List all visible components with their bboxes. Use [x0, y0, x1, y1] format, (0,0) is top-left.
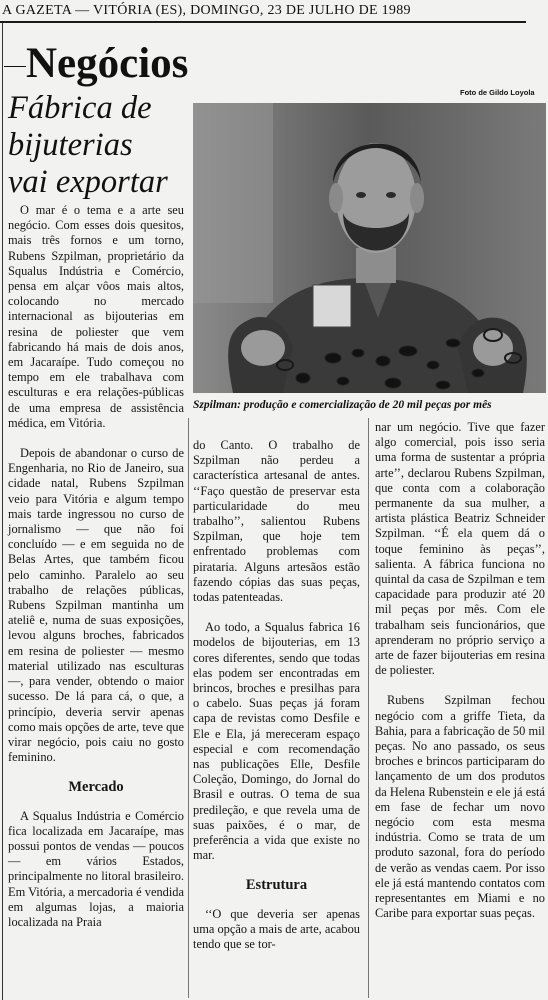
- article-paragraph: Ao todo, a Squalus fabrica 16 modelos de bijouterias, em 13 cores diferentes, sendo que todas elas podem ser encontradas em brincos, broches e presilhas para o cabelo. Suas peças já foram capa de revistas como Desfile e Ele e Ela, já mereceram espaço especial e com recomendação nas publicações Elle, Desfile Coleção, Domingo, do Jornal do Brasil e outras. O tema de sua predileção, e que revela uma de suas paixões, é o mar, de preferência a vida que existe no mar.: [193, 620, 360, 863]
- masthead-rule: [0, 21, 526, 23]
- subheading-estrutura: Estrutura: [245, 877, 308, 894]
- article-column-2: [193, 438, 360, 967]
- news-photo: [193, 103, 546, 393]
- headline-line: vai exportar: [8, 164, 168, 200]
- section-rule: [4, 66, 26, 67]
- headline-line: Fábrica de: [8, 90, 152, 126]
- masthead: A GAZETA — VITÓRIA (ES), DOMINGO, 23 DE JULHO DE 1989: [2, 3, 411, 18]
- article-paragraph: Rubens Szpilman fechou negócio com a griffe Tieta, da Bahia, para a fabricação de 50 mil peças. No ano passado, os seus broches e brincos participaram do lançamento de um dos produtos da Helena Rubenstein e ele já está em fase de fechar um novo negócio com esta mesma indústria. Como se trata de um produto sazonal, fora do período de verão as vendas caem. Por isso ele já está mantendo contatos com representantes em Miami e no Caribe para exportar suas peças.: [375, 693, 545, 921]
- photo-caption: Szpilman: produção e comercialização de 20 mil peças por mês: [193, 399, 492, 411]
- photo-image: [193, 103, 546, 393]
- article-paragraph: Depois de abandonar o curso de Engenharia, no Rio de Janeiro, sua cidade natal, Rubens Szpilman veio para Vitória e algum tempo mais tarde ingressou no curso de jornalismo — que não foi concluído — e em seguida no de Belas Artes, que também ficou pelo caminho. Paralelo ao seu trabalho de relações públicas, Rubens Szpilman mantinha um ateliê e, numa de suas exposições, levou alguns broches, fabricados em resina de poliester — mesmo material utilizado nas esculturas —, para vender, obtendo o maior sucesso. De lá para cá, o que, a princípio, deveria servir apenas como mais opções de arte, teve que virar negócio, pois caiu no gosto feminino.: [8, 446, 184, 765]
- column-rule: [368, 418, 369, 998]
- article-column-1: [8, 203, 184, 945]
- article-paragraph: do Canto. O trabalho de Szpilman não perdeu a característica artesanal de antes. ‘‘Faço questão de preservar esta particularidade do meu trabalho’’, salientou Rubens Szpilman, que hoje tem enfrentado problemas com pirataria. Alguns artesãos estão fazendo cópias das suas peças, todas patenteadas.: [193, 438, 360, 605]
- article-paragraph: ‘‘O que deveria ser apenas uma opção a mais de arte, acabou tendo que se tor-: [193, 906, 360, 952]
- section-title: Negócios: [26, 40, 189, 87]
- article-paragraph: O mar é o tema e a arte seu negócio. Com esses dois quesitos, mais três fornos e um torno, Rubens Szpilman, proprietário da Squalus Indústria e Comércio, pensa em alçar vôos mais altos, colocando no mercado internacional as bijouterias em resina de poliester que vem fabricando há mais de dois anos, em Jacaraípe. Tudo começou no tempo em ele trabalhava com esculturas e era relações-públicas de uma empresa de assistência médica, em Vitória.: [8, 203, 184, 430]
- column-rule: [188, 418, 189, 998]
- page-border: [2, 23, 3, 1000]
- article-paragraph: nar um negócio. Tive que fazer algo comercial, pois isso seria uma forma de sustentar a própria arte’’, declarou Rubens Szpilman, que conta com a colaboração permanente da sua mulher, a artista plástica Beatriz Schneider Szpilman. ‘‘É ela quem dá o toque feminino às peças’’, salienta. A fábrica funciona no quintal da casa de Szpilman e tem capacidade para produzir até 20 mil peças por mês. Com ele trabalham seis funcionários, que aprenderam no próprio serviço a arte de fazer bijouterias em resina de poliester.: [375, 420, 545, 678]
- article-paragraph: A Squalus Indústria e Comércio fica localizada em Jacaraípe, mas possui pontos de vendas — poucos — em vários Estados, principalmente no litoral brasileiro. Em Vitória, a mercadoria é vendida em algumas lojas, a maioria localizada na Praia: [8, 808, 184, 929]
- headline-line: bijuterias: [8, 127, 133, 163]
- photo-credit: Foto de Gildo Loyola: [460, 88, 535, 97]
- subheading-mercado: Mercado: [68, 779, 124, 796]
- headline: [8, 90, 188, 201]
- article-column-3: [375, 420, 545, 937]
